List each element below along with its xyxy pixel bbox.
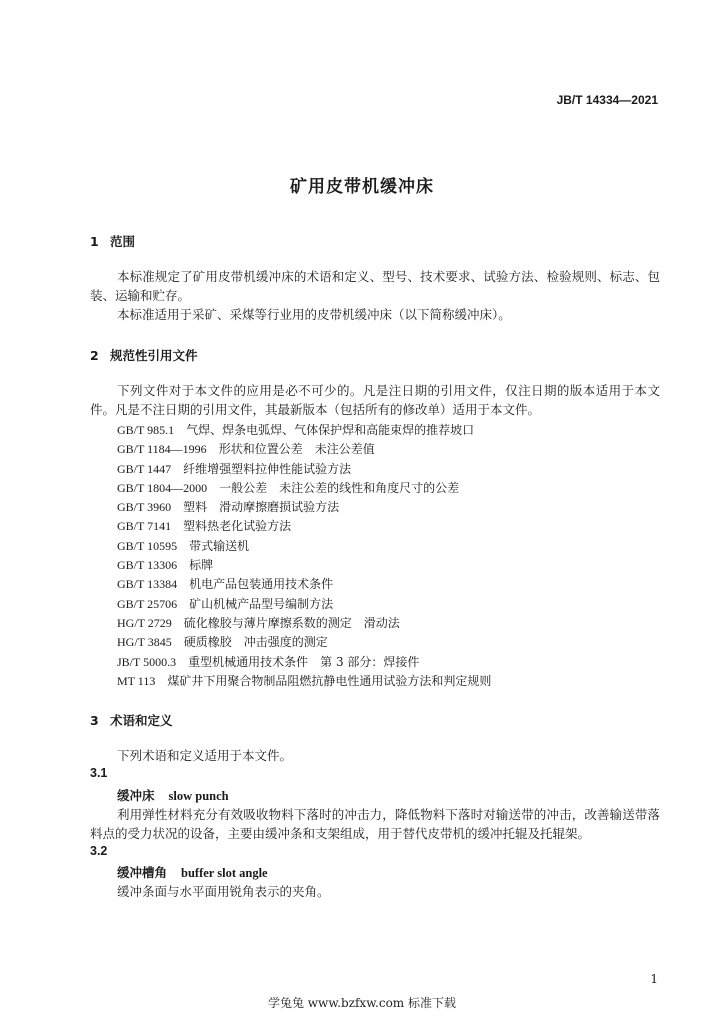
section-number: 1 [90, 234, 99, 249]
section-1-heading [90, 232, 135, 250]
reference-title: 气焊、焊条电弧焊、气体保护焊和高能束焊的推荐坡口 [186, 423, 475, 437]
reference-title: 煤矿井下用聚合物制品阻燃抗静电性通用试验方法和判定规则 [167, 674, 492, 688]
term-english: slow punch [168, 789, 229, 803]
reference-code: MT 113 [117, 674, 156, 688]
reference-title: 硬质橡胶 冲击强度的测定 [183, 635, 328, 649]
reference-code: GB/T 1804—2000 [117, 481, 208, 495]
term-number: 3.1 [90, 766, 108, 780]
term-chinese: 缓冲床 [117, 788, 155, 803]
reference-code: GB/T 7141 [117, 519, 172, 533]
scope-paragraph-1: 本标准规定了矿用皮带机缓冲床的术语和定义、型号、技术要求、试验方法、检验规则、标志、包装、运输和贮存。 [90, 269, 660, 303]
reference-title: 矿山机械产品型号编制方法 [189, 597, 334, 611]
section-title: 范围 [110, 234, 136, 249]
section-2-heading [90, 346, 198, 364]
reference-item [117, 440, 375, 457]
reference-title: 带式输送机 [189, 539, 250, 553]
reference-item [117, 460, 351, 477]
reference-title: 形状和位置公差 未注公差值 [218, 442, 375, 456]
terms-intro: 下列术语和定义适用于本文件。 [117, 748, 293, 763]
reference-code: GB/T 13384 [117, 577, 178, 591]
reference-title: 机电产品包装通用技术条件 [189, 577, 334, 591]
scope-paragraph-2: 本标准适用于采矿、采煤等行业用的皮带机缓冲床（以下简称缓冲床）。 [117, 307, 511, 322]
watermark-footer: 学兔兔 www.bzfxw.com 标准下载 [267, 996, 457, 1010]
reference-title: 硫化橡胶与薄片摩擦系数的测定 滑动法 [183, 616, 400, 630]
reference-title: 塑料热老化试验方法 [183, 519, 292, 533]
reference-code: GB/T 25706 [117, 597, 178, 611]
standard-code: JB/T 14334—2021 [556, 93, 658, 107]
term-number: 3.2 [90, 844, 108, 858]
reference-code: GB/T 10595 [117, 539, 178, 553]
reference-item [117, 421, 474, 438]
term-chinese: 缓冲槽角 [117, 865, 168, 880]
reference-code: GB/T 13306 [117, 558, 178, 572]
term-definition: 缓冲条面与水平面用锐角表示的夹角。 [117, 884, 330, 899]
reference-item [117, 575, 333, 592]
reference-code: HG/T 3845 [117, 635, 172, 649]
section-number: 3 [90, 713, 99, 728]
section-number: 2 [90, 348, 99, 363]
reference-item [117, 672, 491, 689]
reference-item [117, 517, 291, 534]
term-english: buffer slot angle [181, 866, 268, 880]
normative-references-intro: 下列文件对于本文件的应用是必不可少的。凡是注日期的引用文件，仅注日期的版本适用于本文件。凡是不注日期的引用文件，其最新版本（包括所有的修改单）适用于本文件。 [90, 383, 660, 417]
section-title: 规范性引用文件 [110, 348, 198, 363]
reference-code: GB/T 1184—1996 [117, 442, 207, 456]
reference-title: 标牌 [189, 558, 214, 572]
reference-item [117, 595, 333, 612]
reference-code: JB/T 5000.3 [117, 655, 177, 669]
reference-item [117, 498, 339, 515]
reference-item [117, 653, 419, 670]
document-title: 矿用皮带机缓冲床 [290, 177, 434, 197]
term-definition: 利用弹性材料充分有效吸收物料下落时的冲击力，降低物料下落时对输送带的冲击，改善输送带落料点的受力状况的设备，主要由缓冲条和支架组成，用于替代皮带机的缓冲托辊及托辊架。 [90, 807, 660, 841]
reference-item [117, 614, 400, 631]
reference-title: 纤维增强塑料拉伸性能试验方法 [183, 462, 352, 476]
reference-item [117, 537, 249, 554]
reference-item [117, 633, 328, 650]
reference-item [117, 556, 213, 573]
section-title: 术语和定义 [110, 713, 173, 728]
reference-code: HG/T 2729 [117, 616, 172, 630]
reference-code: GB/T 3960 [117, 500, 172, 514]
term-heading [117, 786, 229, 804]
reference-title: 塑料 滑动摩擦磨损试验方法 [183, 500, 340, 514]
reference-item [117, 479, 459, 496]
reference-code: GB/T 1447 [117, 462, 172, 476]
term-heading [117, 863, 268, 881]
reference-title: 一般公差 未注公差的线性和角度尺寸的公差 [219, 481, 460, 495]
section-3-heading [90, 711, 173, 729]
reference-title: 重型机械通用技术条件 第 3 部分：焊接件 [188, 655, 420, 669]
reference-code: GB/T 985.1 [117, 423, 175, 437]
page-number: 1 [650, 972, 658, 986]
